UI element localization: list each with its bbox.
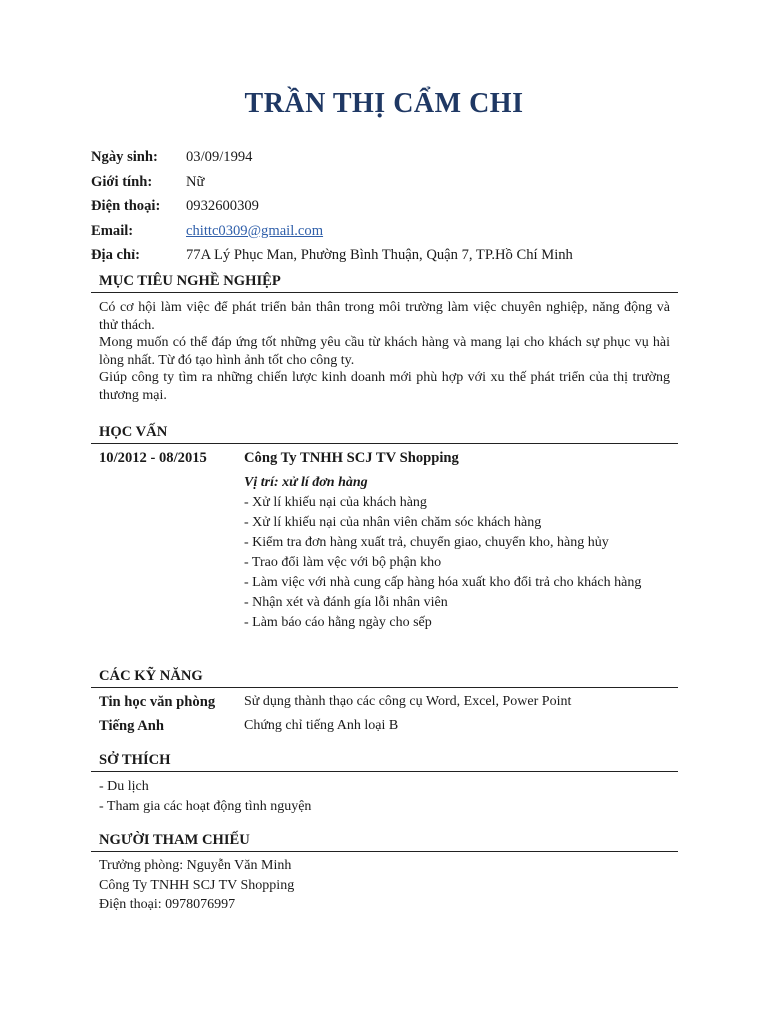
hobbies-list	[91, 772, 678, 816]
education-details	[244, 450, 678, 631]
info-label: Email:	[91, 222, 134, 239]
hobby-item: - Du lịch	[99, 779, 149, 794]
section-title: HỌC VẤN	[91, 422, 678, 444]
resume-name: TRẦN THỊ CẨM CHI	[244, 88, 524, 119]
info-label: Điện thoại:	[91, 198, 161, 214]
hobby-item: - Tham gia các hoạt động tình nguyện	[99, 798, 312, 814]
education-section	[91, 422, 678, 631]
phone-value: 0932600309	[186, 198, 259, 214]
skill-name: Tin học văn phòng	[99, 694, 216, 710]
task-item: - Làm việc với nhà cung cấp hàng hóa xuất kho đổi trả cho khách hàng	[244, 575, 642, 590]
gender-value: Nữ	[186, 173, 205, 190]
task-item: - Nhận xét và đánh gía lỗi nhân viên	[244, 595, 448, 610]
personal-info	[91, 149, 681, 272]
task-item: - Làm báo cáo hằng ngày cho sếp	[244, 615, 432, 630]
objective-section	[91, 271, 678, 404]
skills-section	[91, 666, 678, 736]
info-row-phone	[91, 198, 681, 223]
address-value: 77A Lý Phục Man, Phường Bình Thuận, Quận 7, TP.Hồ Chí Minh	[186, 247, 573, 263]
task-item: - Trao đổi làm vệc với bộ phận kho	[244, 555, 442, 570]
info-row-email	[91, 223, 681, 248]
company-name: Công Ty TNHH SCJ TV Shopping	[244, 450, 459, 466]
section-title: SỞ THÍCH	[91, 750, 678, 772]
birthdate-value: 03/09/1994	[186, 149, 253, 165]
education-date: 10/2012 - 08/2015	[99, 450, 207, 466]
section-title: CÁC KỸ NĂNG	[91, 666, 678, 688]
reference-line: Điện thoại: 0978076997	[99, 897, 236, 912]
objective-paragraph: Giúp công ty tìm ra những chiến lược kinh doanh mới phù hợp với xu thế phát triển của thị trường thương mại.	[99, 370, 670, 403]
task-item: - Xử lí khiếu nại của khách hàng	[244, 495, 427, 510]
skill-row	[91, 688, 678, 712]
education-entry	[91, 444, 678, 631]
skill-row	[91, 712, 678, 736]
job-position: Vị trí: xử lí đơn hàng	[244, 475, 368, 490]
info-label: Ngày sinh:	[91, 149, 158, 165]
skill-description: Sử dụng thành thạo các công cụ Word, Excel, Power Point	[244, 694, 572, 709]
section-title: NGƯỜI THAM CHIẾU	[91, 830, 678, 852]
reference-section	[91, 830, 678, 915]
info-label: Giới tính:	[91, 173, 153, 190]
info-row-address	[91, 247, 681, 272]
email-link[interactable]: chittc0309@gmail.com	[186, 222, 324, 239]
objective-text	[91, 293, 678, 404]
section-title: MỤC TIÊU NGHỀ NGHIỆP	[91, 271, 678, 293]
info-row-birthdate	[91, 149, 681, 174]
info-row-gender	[91, 174, 681, 199]
skill-name: Tiếng Anh	[99, 718, 165, 734]
reference-line: Trưởng phòng: Nguyễn Văn Minh	[99, 858, 292, 873]
objective-paragraph: Mong muốn có thể đáp ứng tốt những yêu cầu từ khách hàng và mang lại cho khách sự phục vụ hài lòng nhất. Từ đó tạo hình ảnh tốt cho công ty.	[99, 335, 670, 368]
task-item: - Xử lí khiếu nại của nhân viên chăm sóc khách hàng	[244, 515, 542, 530]
objective-paragraph: Có cơ hội làm việc để phát triển bản thân trong môi trường làm việc chuyên nghiệp, năng động và thử thách.	[99, 300, 670, 333]
task-item: - Kiểm tra đơn hàng xuất trả, chuyển giao, chuyển kho, hàng hủy	[244, 535, 609, 550]
hobbies-section	[91, 750, 678, 816]
reference-line: Công Ty TNHH SCJ TV Shopping	[99, 877, 295, 893]
skill-description: Chứng chỉ tiếng Anh loại B	[244, 718, 399, 733]
reference-details	[91, 852, 678, 915]
info-label: Địa chỉ:	[91, 247, 141, 263]
